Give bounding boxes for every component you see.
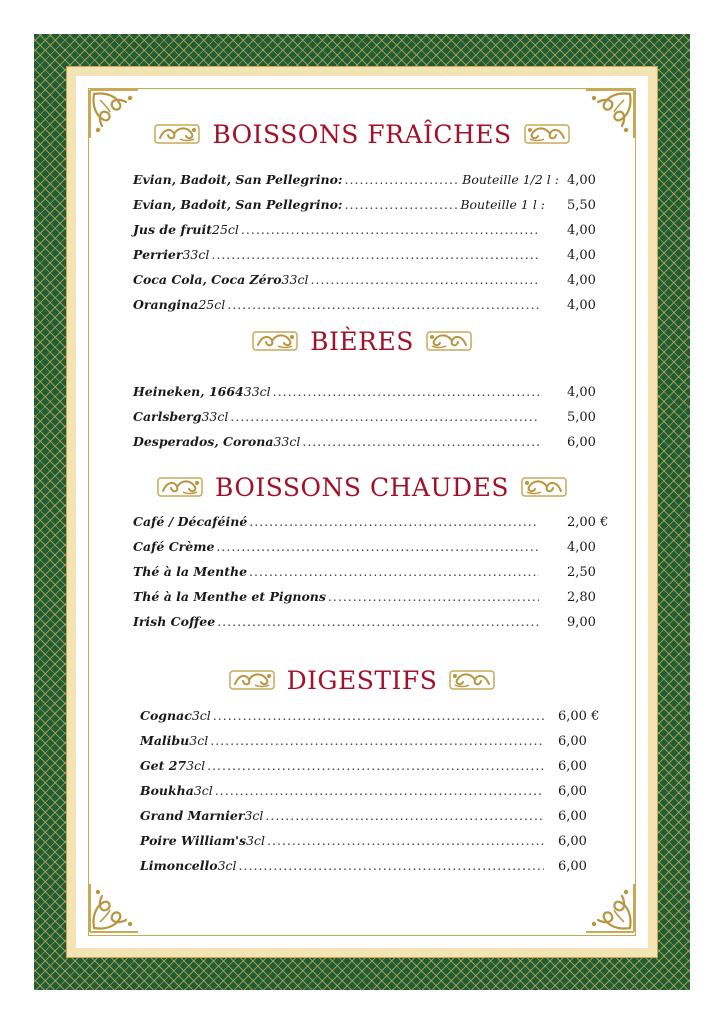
corner-ornament-icon: [86, 880, 142, 936]
menu-item: Grand Marnier 3cl ..... 6,00: [140, 808, 616, 828]
flourish-icon: [252, 330, 298, 352]
menu-item: Desperados, Corona 33cl ..... 6,00: [133, 434, 603, 454]
flourish-icon: [426, 330, 472, 352]
flourish-icon: [157, 476, 203, 498]
section-heading-fresh: [76, 116, 648, 152]
menu-item: Café / Décaféiné ..... 2,00 €: [133, 514, 619, 534]
menu-item: Carlsberg 33cl ..... 5,00: [133, 409, 603, 429]
section-heading-beers: [76, 323, 648, 359]
corner-ornament-icon: [582, 880, 638, 936]
section-title: BOISSONS CHAUDES: [215, 472, 509, 502]
menu-item: Thé à la Menthe et Pignons ..... 2,80: [133, 589, 603, 609]
menu-item: Jus de fruit 25cl ..... 4,00: [133, 222, 603, 242]
section-title: BIÈRES: [310, 326, 414, 356]
menu-item: Boukha 3cl ..... 6,00: [140, 783, 616, 803]
menu-item: Cognac 3cl ..... 6,00 €: [140, 708, 616, 728]
menu-item: Evian, Badoit, San Pellegrino: ..... Bouteille 1 l : 5,50: [133, 197, 603, 217]
menu-item: Perrier 33cl ..... 4,00: [133, 247, 603, 267]
section-heading-digestifs: [76, 662, 648, 698]
menu-item: Poire William's 3cl ..... 6,00: [140, 833, 616, 853]
menu-item: Evian, Badoit, San Pellegrino: ..... Bouteille 1/2 l : 4,00: [133, 172, 603, 192]
menu-item: Malibu 3cl ..... 6,00: [140, 733, 616, 753]
section-title: BOISSONS FRAÎCHES: [212, 119, 512, 149]
flourish-icon: [229, 669, 275, 691]
flourish-icon: [154, 123, 200, 145]
menu-item: Coca Cola, Coca Zéro 33cl ..... 4,00: [133, 272, 603, 292]
menu-item: Limoncello 3cl ..... 6,00: [140, 858, 616, 878]
flourish-icon: [521, 476, 567, 498]
menu-item: Orangina 25cl ..... 4,00: [133, 297, 603, 317]
section-title: DIGESTIFS: [286, 665, 438, 695]
menu-item: Thé à la Menthe ..... 2,50: [133, 564, 603, 584]
section-heading-hot: [76, 469, 648, 505]
menu-item: Café Crème ..... 4,00: [133, 539, 603, 559]
flourish-icon: [449, 669, 495, 691]
menu-item: Get 27 3cl ..... 6,00: [140, 758, 616, 778]
menu-item: Heineken, 1664 33cl ..... 4,00: [133, 384, 603, 404]
flourish-icon: [524, 123, 570, 145]
menu-item: Irish Coffee ..... 9,00: [133, 614, 603, 634]
